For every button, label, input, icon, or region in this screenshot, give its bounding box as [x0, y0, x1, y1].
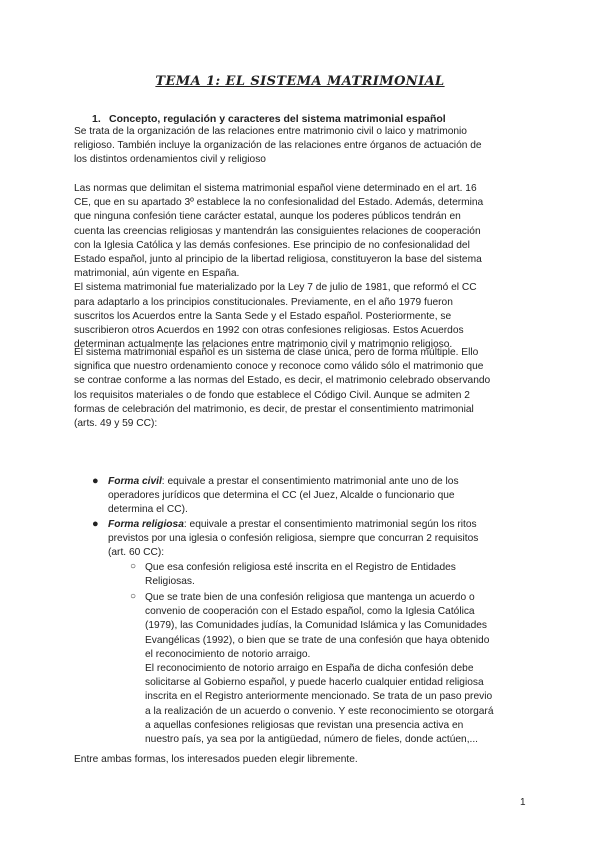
bullet-marker: ●	[92, 475, 99, 487]
bullet-label: Forma civil	[108, 476, 162, 487]
text-line: Entre ambas formas, los interesados pueden elegir libremente.	[74, 754, 358, 765]
bullet-item-forma-religiosa	[108, 518, 528, 561]
text-line	[108, 518, 528, 532]
text-line: el reconocimiento de notorio arraigo.	[145, 648, 311, 660]
text-line: El sistema matrimonial español es un sistema de clase única, pero de forma múltiple. Ello	[74, 347, 479, 358]
text-line: con la Iglesia Católica y las demás confesiones. Ese principio de no confesionalidad del	[74, 239, 470, 251]
sub-bullet-item	[145, 561, 535, 589]
text-line: Las normas que delimitan el sistema matrimonial español viene determinado en el art. 16	[74, 183, 477, 194]
bullet-text: : equivale a prestar el consentimiento matrimonial según los ritos	[183, 519, 477, 530]
text-line: que ninguna confesión tiene carácter estatal, aunque los poderes públicos tendrán en	[74, 211, 461, 223]
text-line: Evangélicas (1992), o bien que se trate de una confesión que haya obtenido	[145, 634, 490, 646]
text-line: matrimonial, aún vigente en España.	[74, 268, 240, 280]
bullet-item-forma-civil	[108, 475, 528, 518]
text-line: solicitarse al Gobierno español, y puede hacerlo cualquier entidad religiosa	[145, 677, 484, 689]
text-line: significa que nuestro ordenamiento conoce y reconoce como válido sólo el matrimonio que	[74, 361, 484, 373]
text-line: El sistema matrimonial fue materializado por la Ley 7 de julio de 1981, que reformó el CC	[74, 282, 477, 294]
text-line: nuestro país, ya sea por la antigüedad, número de fieles, donde actúen,...	[145, 734, 479, 746]
bullet-text: : equivale a prestar el consentimiento matrimonial ante uno de los	[161, 476, 459, 487]
text-line: Se trata de la organización de las relaciones entre matrimonio civil o laico y matrimonio	[74, 126, 467, 137]
text-line: determina el CC).	[108, 504, 188, 516]
sub-bullet-item	[145, 591, 535, 747]
text-line: (1979), las Comunidades judías, la Comunidad Islámica y las Comunidades	[145, 620, 488, 632]
text-line: operadores jurídicos que determina el CC (el Juez, Alcalde o funcionario que	[108, 490, 455, 502]
text-line: CE, que en su apartado 3º establece la no confesionalidad del Estado. Además, determina	[74, 197, 484, 209]
text-line: previstos por una iglesia o confesión religiosa, siempre que concurran 2 requisitos	[108, 533, 479, 545]
text-line: Que esa confesión religiosa esté inscrita en el Registro de Entidades	[145, 562, 456, 573]
text-line: cuenta las creencias religiosas y mantendrán las consiguientes relaciones de cooperación	[74, 225, 481, 237]
text-line: suscritos los Acuerdos entre la Santa Sede y el Estado español. Posteriormente, se	[74, 310, 452, 322]
text-line: religioso. También incluye la organización de las relaciones entre órganos de actuación de	[74, 140, 482, 152]
text-line: para adaptarlo a los principios constitucionales. Previamente, en el año 1979 fueron	[74, 296, 453, 308]
text-line: los requisitos materiales o de fondo que establece el Código Civil. Aunque se admiten 2	[74, 389, 470, 401]
text-line: inscrita en el Registro anteriormente mencionado. Se trata de un paso previo	[145, 691, 493, 703]
text-line: El reconocimiento de notorio arraigo en España de dicha confesión debe	[145, 663, 474, 675]
text-line: suscribieron otros Acuerdos en 1992 con otras confesiones religiosas. Estos Acuerdos	[74, 325, 464, 337]
normas-paragraph	[74, 182, 526, 352]
text-line: a aquellas confesiones religiosas que revistan una presencia activa en	[145, 719, 464, 731]
intro-paragraph	[74, 125, 526, 168]
text-line: (arts. 49 y 59 CC):	[74, 418, 158, 430]
text-line: Que se trate bien de una confesión religiosa que mantenga un acuerdo o	[145, 592, 475, 603]
text-line: determinan actualmente las relaciones entre matrimonio civil y matrimonio religioso.	[74, 339, 453, 351]
section-number: 1.	[92, 113, 101, 125]
bullet-label: Forma religiosa	[108, 519, 184, 530]
sub-bullet-marker: ○	[130, 561, 137, 572]
text-line: Estado español, junto al principio de la libertad religiosa, constituyeron la base del sistema	[74, 254, 482, 266]
page-number: 1	[520, 797, 526, 808]
sistema-paragraph	[74, 346, 526, 431]
text-line	[108, 475, 528, 489]
text-line: se contrae conforme a las normas del Estado, es decir, el matrimonio celebrado observando	[74, 375, 491, 387]
text-line: (art. 60 CC):	[108, 547, 165, 559]
section-heading	[92, 113, 446, 125]
text-line: Religiosas.	[145, 576, 195, 588]
text-line: los distintos ordenamientos civil y religioso	[74, 154, 266, 166]
text-line: formas de celebración del matrimonio, es decir, de prestar el consentimiento matrimonial	[74, 403, 474, 415]
text-line: convenio de cooperación con el Estado español, como la Iglesia Católica	[145, 606, 475, 618]
section-heading-text: Concepto, regulación y caracteres del sistema matrimonial español	[109, 113, 446, 125]
text-line: a la realización de un acuerdo o convenio. Y este reconocimiento se otorgará	[145, 705, 494, 717]
sub-bullet-marker: ○	[130, 591, 137, 602]
closing-paragraph	[74, 753, 526, 767]
bullet-marker: ●	[92, 518, 99, 530]
page-title: TEMA 1: EL SISTEMA MATRIMONIAL	[155, 74, 445, 89]
